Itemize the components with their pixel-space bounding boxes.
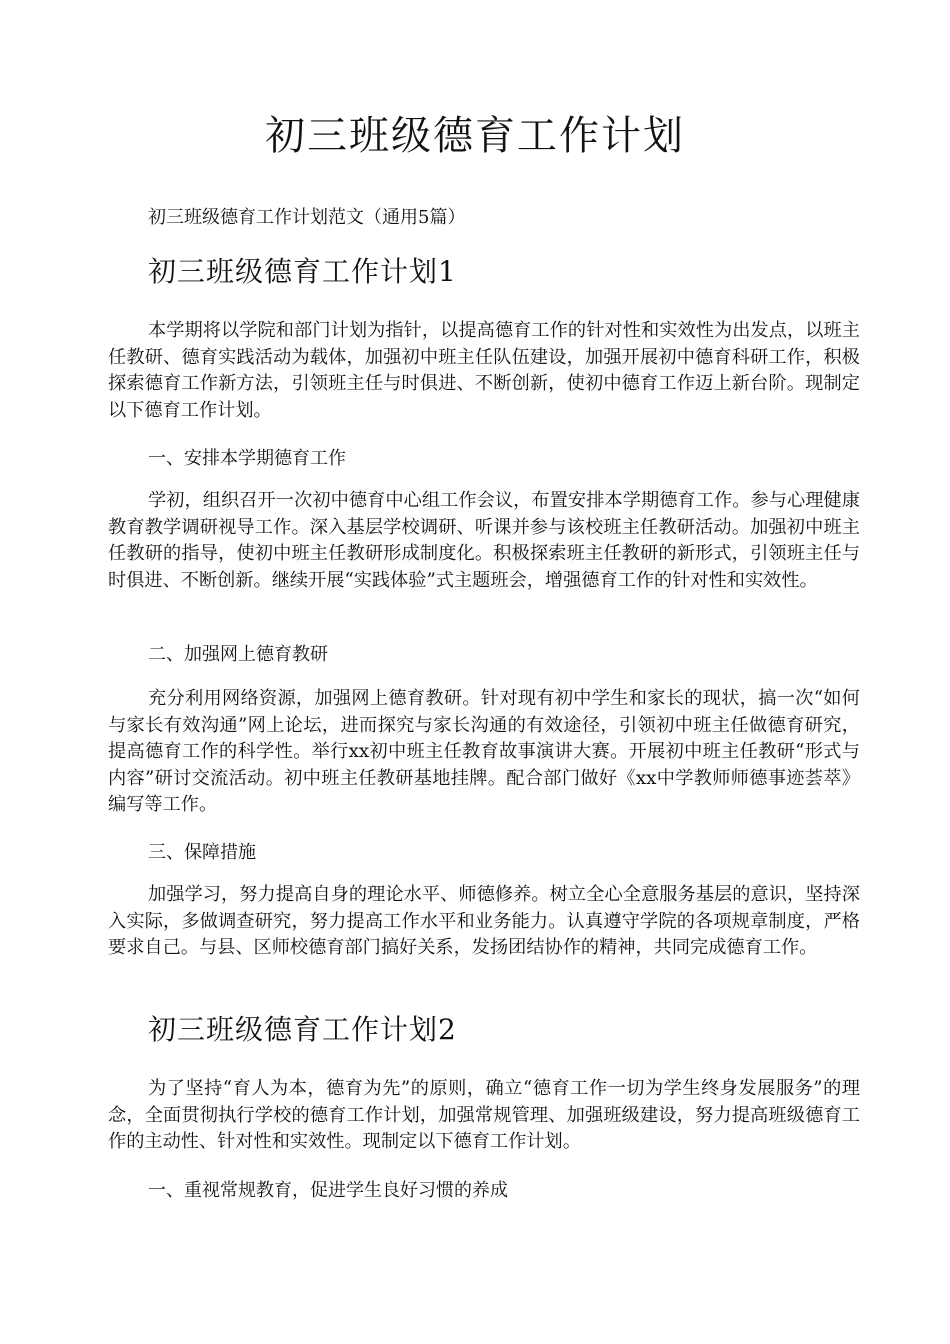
section-heading-1: 初三班级德育工作计划1 <box>148 255 457 288</box>
section-1-point-1-body: 学初，组织召开一次初中德育中心组工作会议，布置安排本学期德育工作。参与心理健康教育教学调研视导工作。深入基层学校调研、听课并参与该校班主任教研活动。加强初中班主任教研的指导，使初中班主任教研形成制度化。积极探索班主任教研的新形式，引领班主任与时俱进、不断创新。继续开展“实践体验”式主题班会，增强德育工作的针对性和实效性。 <box>108 490 860 591</box>
section-1-intro: 本学期将以学院和部门计划为指针，以提高德育工作的针对性和实效性为出发点，以班主任教研、德育实践活动为载体，加强初中班主任队伍建设，加强开展初中德育科研工作，积极探索德育工作新方法，引领班主任与时俱进、不断创新，使初中德育工作迈上新台阶。现制定以下德育工作计划。 <box>108 320 860 421</box>
section-heading-2: 初三班级德育工作计划2 <box>148 1013 457 1046</box>
section-1-point-2-body: 充分利用网络资源，加强网上德育教研。针对现有初中学生和家长的现状，搞一次“如何与家长有效沟通”网上论坛，进而探究与家长沟通的有效途径，引领初中班主任做德育研究，提高德育工作的科学性。举行xx初中班主任教育故事演讲大赛。开展初中班主任教研“形式与内容”研讨交流活动。初中班主任教研基地挂牌。配合部门做好《xx中学教师师德事迹荟萃》编写等工作。 <box>108 688 860 815</box>
document-subtitle: 初三班级德育工作计划范文（通用5篇） <box>148 207 466 228</box>
section-1-point-1-title: 一、安排本学期德育工作 <box>148 448 346 469</box>
section-1-point-2-title: 二、加强网上德育教研 <box>148 644 328 665</box>
section-2-intro: 为了坚持“育人为本，德育为先”的原则，确立“德育工作一切为学生终身发展服务”的理念，全面贯彻执行学校的德育工作计划，加强常规管理、加强班级建设，努力提高班级德育工作的主动性、针对性和实效性。现制定以下德育工作计划。 <box>108 1078 860 1152</box>
section-1-point-3-body: 加强学习，努力提高自身的理论水平、师德修养。树立全心全意服务基层的意识，坚持深入实际，多做调查研究，努力提高工作水平和业务能力。认真遵守学院的各项规章制度，严格要求自己。与县、区师校德育部门搞好关系，发扬团结协作的精神，共同完成德育工作。 <box>108 884 860 958</box>
document-title: 初三班级德育工作计划 <box>265 113 685 159</box>
section-2-point-1-title: 一、重视常规教育，促进学生良好习惯的养成 <box>148 1180 508 1201</box>
section-1-point-3-title: 三、保障措施 <box>148 842 256 863</box>
